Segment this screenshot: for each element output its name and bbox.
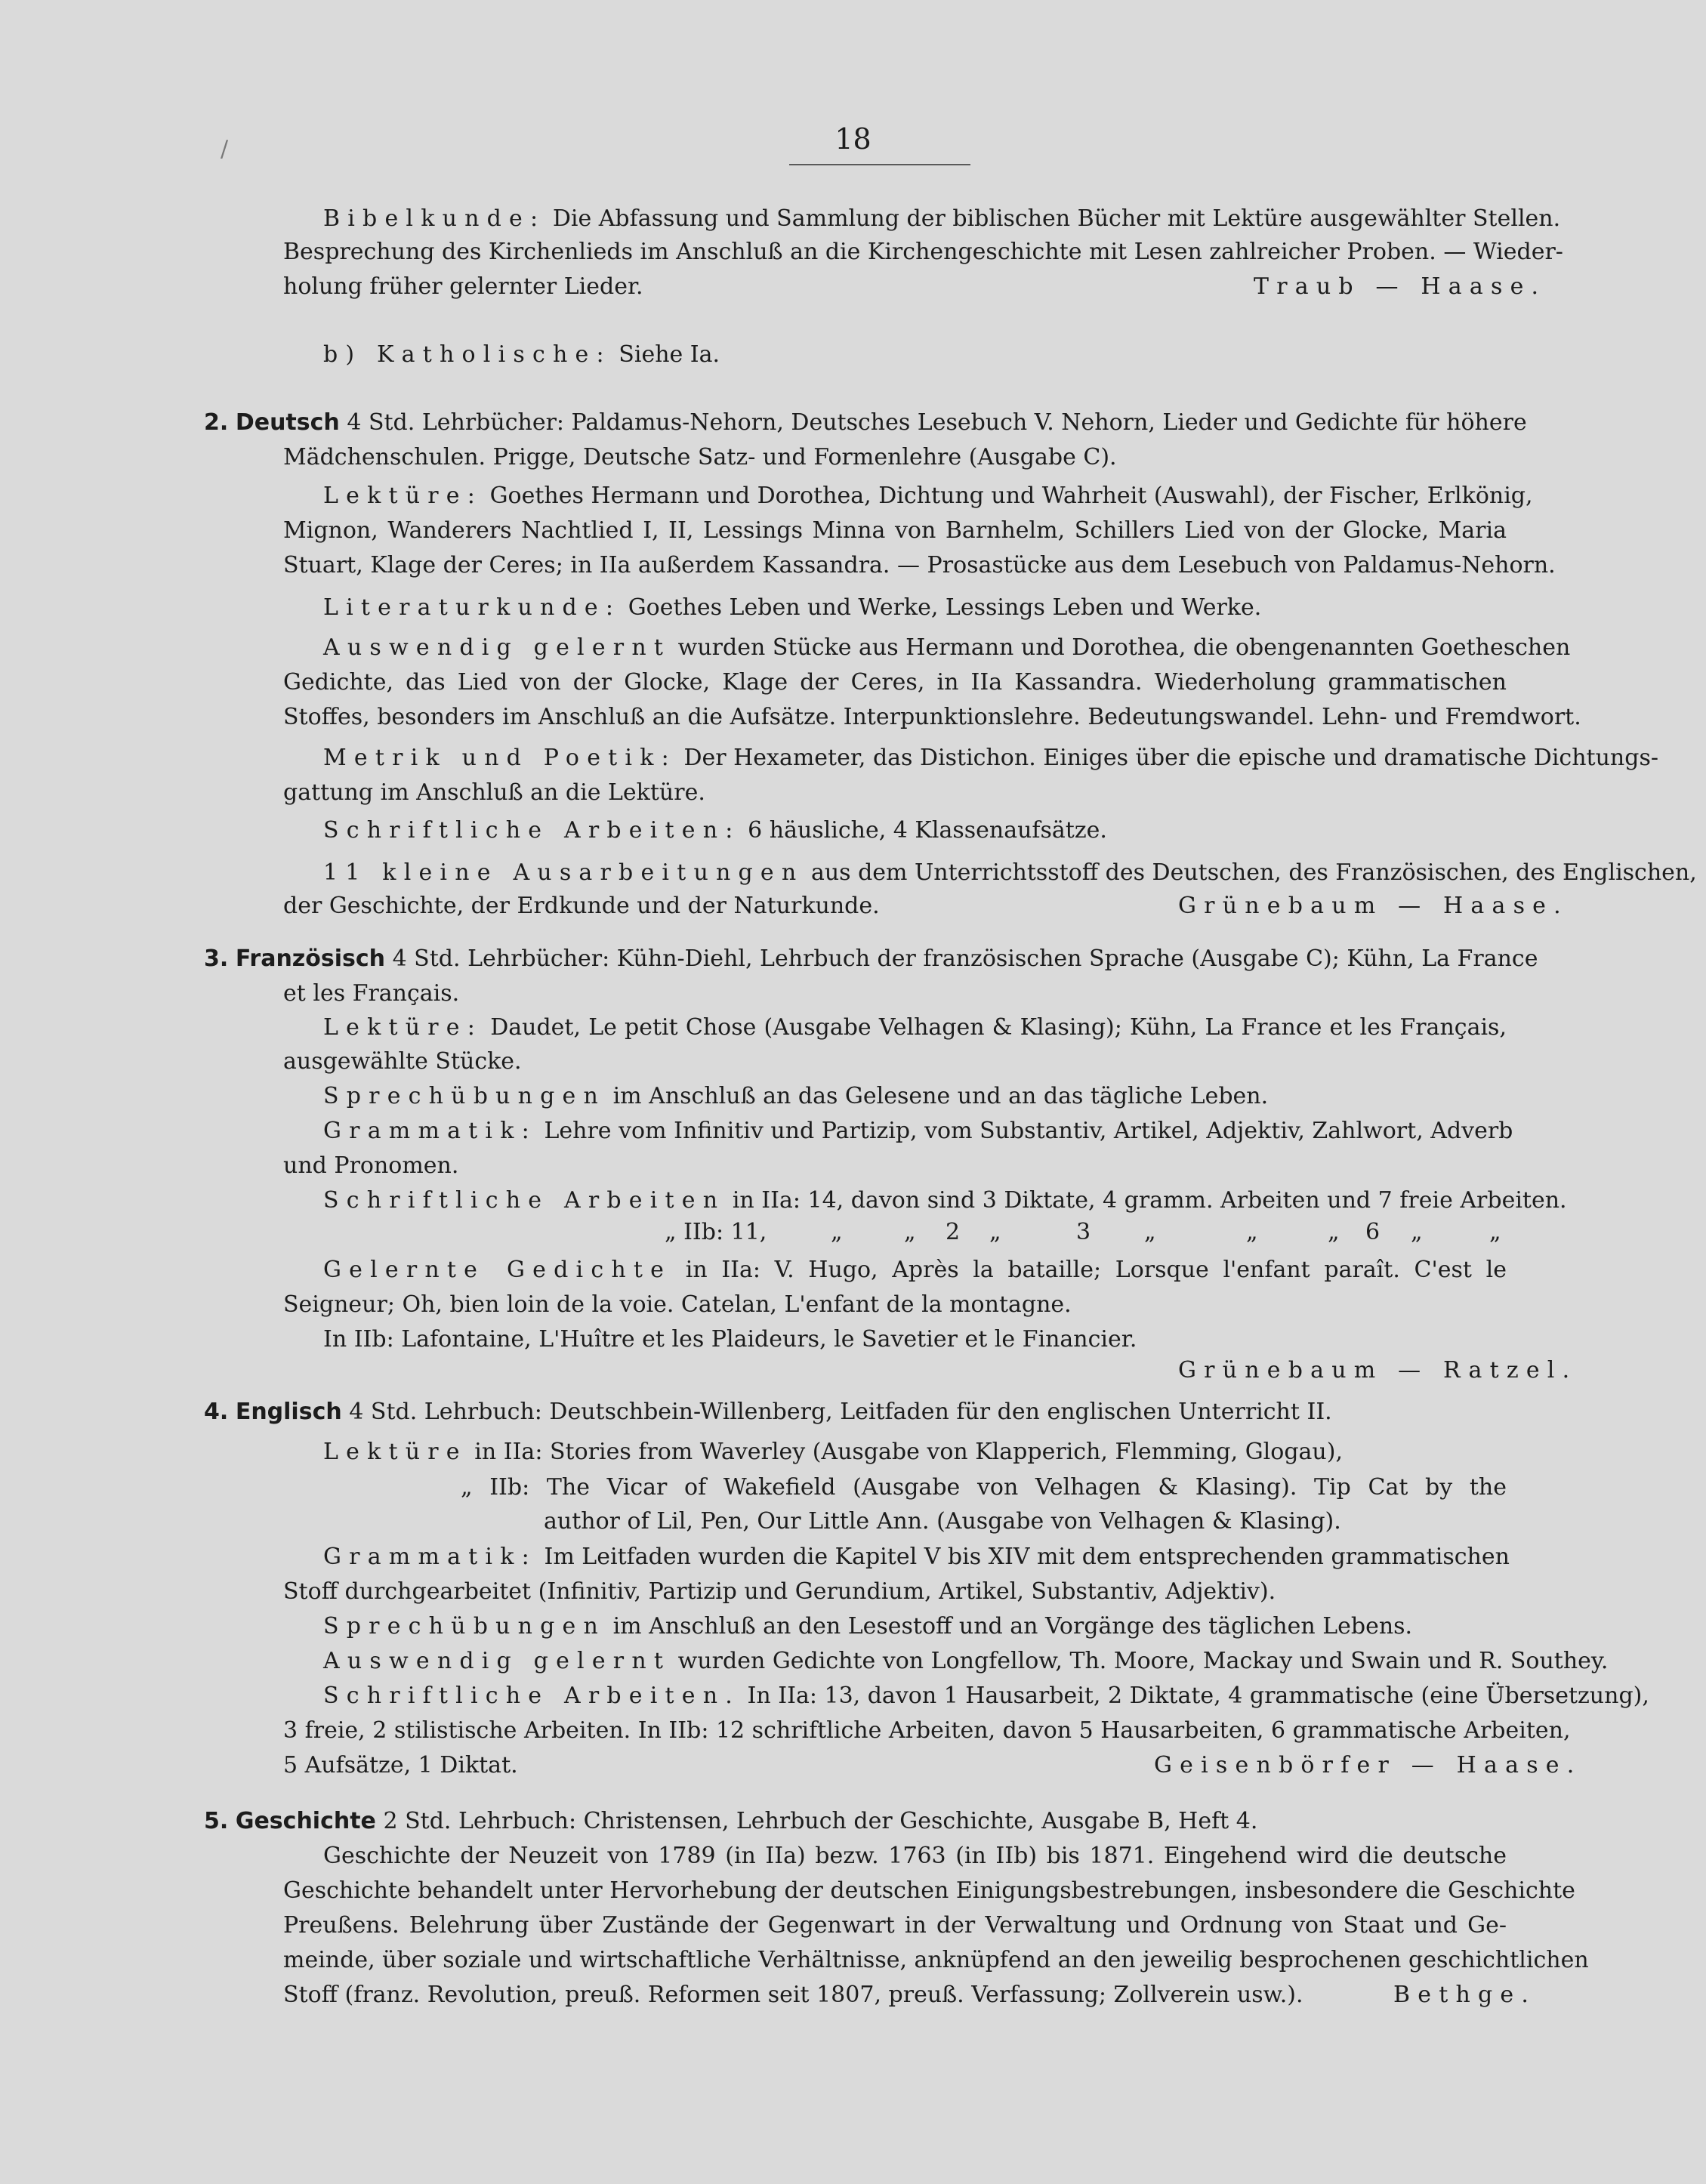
franz-gedichte-2: Seigneur; Oh, bien loin de la voie. Catelan, L'enfant de la montagne. (283, 1291, 1072, 1318)
englisch-title: Englisch (235, 1399, 342, 1425)
geschichte-title: Geschichte (235, 1808, 376, 1834)
franz-iib-ditto-6: „ (1328, 1219, 1340, 1245)
bibelkunde-teachers: Traub — Haase. (1254, 273, 1547, 300)
deutsch-kleine-text-1: aus dem Unterrichtsstoff des Deutschen, des Französischen, des Englischen, (810, 859, 1697, 886)
franz-iib-ditto-5: „ (1246, 1219, 1258, 1245)
franz-schriftlich-term: Schriftliche Arbeiten (323, 1187, 726, 1214)
franz-iib-freie: 6 (1365, 1219, 1381, 1245)
englisch-lektuere-3: author of Lil, Pen, Our Little Ann. (Ausgabe von Velhagen & Klasing). (544, 1508, 1341, 1535)
deutsch-heading-line (204, 408, 1527, 438)
geschichte-text-1: 2 Std. Lehrbuch: Christensen, Lehrbuch der Geschichte, Ausgabe B, Heft 4. (383, 1808, 1258, 1834)
geschichte-line-3: Preußens. Belehrung über Zustände der Gegenwart in der Verwaltung und Ordnung von Staat und Ge- (283, 1912, 1507, 1939)
franz-grammatik-term: Grammatik: (323, 1118, 537, 1144)
franz-gedichte-3: In IIb: Lafontaine, L'Huître et les Plaideurs, le Savetier et le Financier. (323, 1326, 1137, 1353)
englisch-lektuere-text-1: in IIa: Stories from Waverley (Ausgabe von Klapperich, Flemming, Glogau), (474, 1439, 1343, 1465)
englisch-schriftlich-text-1: In IIa: 13, davon 1 Hausarbeit, 2 Diktate, 4 grammatische (eine Übersetzung), (747, 1683, 1649, 1709)
franz-schriftlich-text-1: in IIa: 14, davon sind 3 Diktate, 4 gramm. Arbeiten und 7 freie Arbeiten. (732, 1187, 1567, 1214)
deutsch-text-1: 4 Std. Lehrbücher: Paldamus-Nehorn, Deutsches Lesebuch V. Nehorn, Lieder und Gedichte für höhere (347, 409, 1527, 436)
franz-text-1: 4 Std. Lehrbücher: Kühn-Diehl, Lehrbuch der französischen Sprache (Ausgabe C); Kühn, La France (392, 945, 1538, 972)
deutsch-lektuere-text-1: Goethes Hermann und Dorothea, Dichtung und Wahrheit (Auswahl), der Fischer, Erlkönig, (489, 483, 1533, 509)
franz-number: 3. (204, 945, 229, 972)
geschichte-line-4: meinde, über soziale und wirtschaftliche Verhältnisse, anknüpfend an den jeweilig besprochenen geschichtlichen (283, 1947, 1589, 1973)
geschichte-line-1: Geschichte der Neuzeit von 1789 (in IIa) bezw. 1763 (in IIb) bis 1871. Eingehend wird die deutsche (323, 1843, 1507, 1869)
franz-sprechuebungen (323, 1081, 1507, 1112)
deutsch-schriftlich-text: 6 häusliche, 4 Klassenaufsätze. (748, 817, 1107, 844)
englisch-sprechuebungen-text: im Anschluß an den Lesestoff und an Vorgänge des täglichen Lebens. (612, 1613, 1413, 1640)
englisch-schriftlich-3: 5 Aufsätze, 1 Diktat. (283, 1752, 518, 1778)
franz-iib-gramm: 3 (1076, 1219, 1091, 1245)
englisch-schriftlich-1 (323, 1681, 1649, 1711)
franz-lektuere-2: ausgewählte Stücke. (283, 1048, 522, 1075)
franz-sprechuebungen-term: Sprechübungen (323, 1083, 606, 1109)
deutsch-lektuere-2: Mignon, Wanderers Nachtlied I, II, Lessings Minna von Barnhelm, Schillers Lied von der Glocke, Maria (283, 517, 1507, 544)
englisch-sprechuebungen (323, 1612, 1507, 1642)
franz-gedichte-term: Gelernte Gedichte (323, 1257, 672, 1283)
geschichte-heading-line (204, 1806, 1507, 1837)
franz-iib-diktate: 2 (946, 1219, 961, 1245)
englisch-grammatik-term: Grammatik: (323, 1544, 537, 1570)
englisch-schriftlich-term: Schriftliche Arbeiten. (323, 1683, 740, 1709)
englisch-lektuere-1 (323, 1437, 1507, 1467)
englisch-lektuere-2: „ IIb: The Vicar of Wakefield (Ausgabe von Velhagen & Klasing). Tip Cat by the (461, 1474, 1507, 1501)
deutsch-lektuere-term: Lektüre: (323, 483, 483, 509)
geschichte-line-2: Geschichte behandelt unter Hervorhebung der deutschen Einigungsbestrebungen, insbesondere die Geschichte (283, 1877, 1575, 1904)
deutsch-number: 2. (204, 409, 229, 436)
franz-grammatik-2: und Pronomen. (283, 1152, 459, 1179)
franz-line-2: et les Français. (283, 980, 460, 1007)
deutsch-auswendig-3: Stoffes, besonders im Anschluß an die Aufsätze. Interpunktionslehre. Bedeutungswandel. Lehn- und Fremdwort. (283, 704, 1581, 730)
englisch-grammatik-1 (323, 1542, 1510, 1572)
englisch-number: 4. (204, 1399, 229, 1425)
deutsch-literaturkunde (323, 593, 1507, 623)
franz-iib-ditto-8: „ (1489, 1219, 1501, 1245)
deutsch-title: Deutsch (235, 409, 340, 436)
franz-gedichte-1 (323, 1255, 1507, 1285)
page-number: 18 (834, 122, 872, 156)
englisch-text-1: 4 Std. Lehrbuch: Deutschbein-Willenberg, Leitfaden für den englischen Unterricht II. (349, 1399, 1332, 1425)
franz-iib-label: „ IIb: 11, (665, 1219, 767, 1245)
geschichte-teacher: Bethge. (1393, 1982, 1537, 2008)
deutsch-literaturkunde-text: Goethes Leben und Werke, Lessings Leben und Werke. (628, 594, 1262, 621)
englisch-schriftlich-2: 3 freie, 2 stilistische Arbeiten. In IIb: 12 schriftliche Arbeiten, davon 5 Hausarbeiten, 6 grammatische Arbeiten, (283, 1717, 1571, 1744)
deutsch-teachers: Grünebaum — Haase. (1178, 893, 1569, 919)
franz-heading-line (204, 944, 1538, 974)
franz-lektuere-1 (323, 1013, 1507, 1043)
deutsch-kleine-2: der Geschichte, der Erdkunde und der Naturkunde. (283, 893, 880, 919)
englisch-auswendig (323, 1646, 1609, 1677)
franz-teachers: Grünebaum — Ratzel. (1178, 1357, 1578, 1384)
englisch-auswendig-text: wurden Gedichte von Longfellow, Th. Moore, Mackay und Swain und R. Southey. (677, 1648, 1609, 1674)
franz-lektuere-term: Lektüre: (323, 1014, 483, 1041)
katholisch-ref: Siehe Ia. (619, 341, 720, 368)
geschichte-line-5: Stoff (franz. Revolution, preuß. Reformen seit 1807, preuß. Verfassung; Zollverein usw.). (283, 1982, 1303, 2008)
englisch-grammatik-2: Stoff durchgearbeitet (Infinitiv, Partizip und Gerundium, Artikel, Substantiv, Adjektiv). (283, 1578, 1276, 1605)
franz-iib-ditto-7: „ (1411, 1219, 1423, 1245)
deutsch-auswendig-term: Auswendig gelernt (323, 634, 671, 661)
deutsch-auswendig-1 (323, 633, 1571, 663)
katholisch-label: b) Katholische: (323, 341, 612, 368)
franz-sprechuebungen-text: im Anschluß an das Gelesene und an das tägliche Leben. (612, 1083, 1269, 1109)
deutsch-lektuere-1 (323, 481, 1533, 511)
englisch-sprechuebungen-term: Sprechübungen (323, 1613, 606, 1640)
bibelkunde-line-2: Besprechung des Kirchenlieds im Anschluß an die Kirchengeschichte mit Lesen zahlreicher Proben. — Wieder- (283, 239, 1563, 265)
deutsch-metrik-term: Metrik und Poetik: (323, 745, 677, 771)
header-rule (789, 164, 970, 165)
englisch-grammatik-text-1: Im Leitfaden wurden die Kapitel V bis XIV mit dem entsprechenden grammatischen (544, 1544, 1510, 1570)
deutsch-auswendig-text-1: wurden Stücke aus Hermann und Dorothea, die obengenannten Goetheschen (677, 634, 1571, 661)
franz-iib-ditto-2: „ (904, 1219, 916, 1245)
franz-iib-ditto-1: „ (831, 1219, 843, 1245)
franz-gedichte-text-1: in IIa: V. Hugo, Après la bataille; Lorsque l'enfant paraît. C'est le (685, 1257, 1507, 1283)
franz-lektuere-text-1: Daudet, Le petit Chose (Ausgabe Velhagen & Klasing); Kühn, La France et les Français, (490, 1014, 1507, 1041)
deutsch-line-2: Mädchenschulen. Prigge, Deutsche Satz- und Formenlehre (Ausgabe C). (283, 444, 1117, 470)
franz-iib-ditto-4: „ (1144, 1219, 1156, 1245)
deutsch-schriftlich-term: Schriftliche Arbeiten: (323, 817, 741, 844)
deutsch-auswendig-2: Gedichte, das Lied von der Glocke, Klage der Ceres, in IIa Kassandra. Wiederholung grammatischen (283, 669, 1507, 696)
deutsch-literaturkunde-term: Literaturkunde: (323, 594, 622, 621)
franz-grammatik-text-1: Lehre vom Infinitiv und Partizip, vom Substantiv, Artikel, Adjektiv, Zahlwort, Adverb (544, 1118, 1513, 1144)
deutsch-lektuere-3: Stuart, Klage der Ceres; in IIa außerdem Kassandra. — Prosastücke aus dem Lesebuch von Paldamus-Nehorn. (283, 552, 1556, 578)
franz-schriftlich-1 (323, 1186, 1567, 1216)
deutsch-metrik-1 (323, 743, 1658, 773)
franz-iib-ditto-3: „ (989, 1219, 1001, 1245)
bibelkunde-text-3: holung früher gelernter Lieder. (283, 273, 643, 300)
geschichte-number: 5. (204, 1808, 229, 1834)
deutsch-kleine-term: 11 kleine Ausarbeitungen (323, 859, 804, 886)
katholisch-line (323, 340, 1381, 370)
englisch-heading-line (204, 1397, 1507, 1427)
bibelkunde-line-1 (323, 204, 1561, 234)
englisch-teachers: Geisenbörfer — Haase. (1154, 1752, 1582, 1778)
franz-grammatik-1 (323, 1116, 1513, 1146)
margin-mark: / (221, 136, 229, 162)
deutsch-kleine-1 (323, 858, 1697, 888)
englisch-lektuere-term: Lektüre (323, 1439, 467, 1465)
deutsch-schriftlich (323, 816, 1507, 846)
deutsch-metrik-text-1: Der Hexameter, das Distichon. Einiges über die epische und dramatische Dichtungs- (683, 745, 1658, 771)
englisch-auswendig-term: Auswendig gelernt (323, 1648, 671, 1674)
deutsch-metrik-2: gattung im Anschluß an die Lektüre. (283, 779, 705, 806)
bibelkunde-text-1: Die Abfassung und Sammlung der biblischen Bücher mit Lektüre ausgewählter Stellen. (552, 205, 1561, 232)
franz-title: Französisch (235, 945, 386, 972)
bibelkunde-term: Bibelkunde: (323, 205, 546, 232)
